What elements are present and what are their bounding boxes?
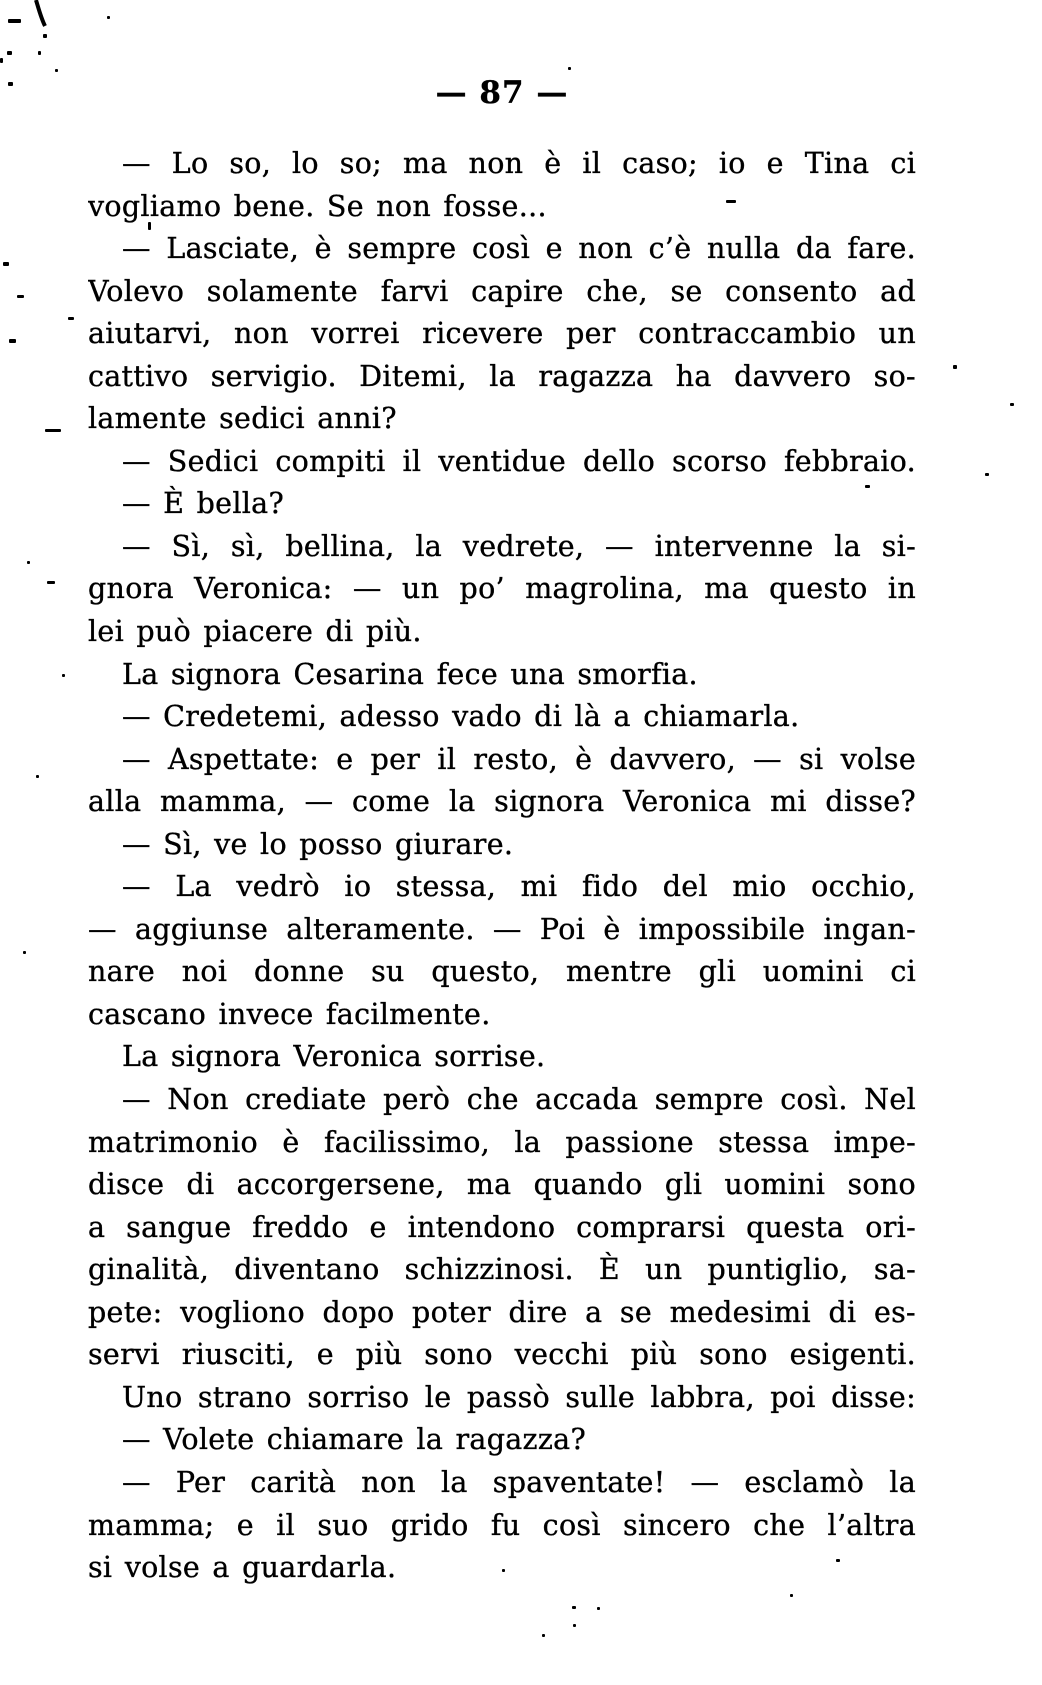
ink-speck bbox=[8, 19, 21, 23]
text-line: disce di accorgersene, ma quando gli uomini sono bbox=[88, 1168, 916, 1202]
text-line: gnora Veronica: — un po’ magrolina, ma questo in bbox=[88, 572, 916, 606]
ink-speck bbox=[17, 295, 24, 298]
ink-speck bbox=[0, 58, 3, 63]
text-line: — Per carità non la spaventate! — esclamò la bbox=[122, 1465, 916, 1499]
ink-speck bbox=[23, 951, 26, 954]
text-line: ginalità, diventano schizzinosi. È un puntiglio, sa- bbox=[88, 1253, 916, 1287]
text-line: Uno strano sorriso le passò sulle labbra, poi disse: bbox=[122, 1380, 916, 1414]
text-line: — Aspettate: e per il resto, è davvero, — si volse bbox=[122, 742, 916, 776]
text-line: servi riusciti, e più sono vecchi più sono esigenti. bbox=[88, 1338, 916, 1372]
text-line: — È bella? bbox=[122, 487, 285, 521]
ink-speck bbox=[62, 674, 65, 677]
text-line: — Sì, sì, bellina, la vedrete, — intervenne la si- bbox=[122, 529, 916, 563]
ink-speck bbox=[568, 67, 571, 70]
ink-speck bbox=[953, 365, 957, 369]
ink-speck bbox=[9, 339, 16, 343]
ink-speck bbox=[43, 34, 47, 38]
text-line: — Sì, ve lo posso giurare. bbox=[122, 827, 514, 861]
text-line: matrimonio è facilissimo, la passione stessa impe- bbox=[88, 1125, 916, 1159]
scan-artifact-curve bbox=[0, 0, 60, 35]
text-line: — Lasciate, è sempre così e non c’è nulla da fare. bbox=[122, 232, 916, 266]
text-line: mamma; e il suo grido fu così sincero che l’altra bbox=[88, 1508, 916, 1542]
text-block bbox=[88, 143, 916, 1590]
ink-speck bbox=[573, 1624, 576, 1627]
text-line: lei può piacere di più. bbox=[88, 615, 422, 649]
text-line: aiutarvi, non vorrei ricevere per contraccambio un bbox=[88, 317, 916, 351]
page-number: — 87 — bbox=[435, 75, 569, 111]
ink-speck bbox=[45, 429, 61, 432]
text-line: a sangue freddo e intendono comprarsi questa ori- bbox=[88, 1210, 916, 1244]
page-header bbox=[88, 72, 916, 114]
text-line: cascano invece facilmente. bbox=[88, 997, 491, 1031]
ink-speck bbox=[1010, 403, 1014, 406]
text-line: alla mamma, — come la signora Veronica mi disse? bbox=[88, 785, 916, 819]
ink-speck bbox=[3, 262, 9, 266]
text-line: — Non crediate però che accada sempre così. Nel bbox=[122, 1083, 916, 1117]
text-line: pete: vogliono dopo poter dire a se medesimi di es- bbox=[88, 1295, 916, 1329]
text-line: — Lo so, lo so; ma non è il caso; io e Tina ci bbox=[122, 147, 916, 180]
text-line: La signora Cesarina fece una smorfia. bbox=[122, 657, 698, 691]
ink-speck bbox=[985, 473, 989, 476]
ink-speck bbox=[790, 1594, 793, 1597]
ink-speck bbox=[47, 581, 55, 584]
ink-speck bbox=[7, 51, 12, 55]
ink-speck bbox=[68, 317, 74, 320]
ink-speck bbox=[572, 1606, 576, 1609]
text-line: — aggiunse alteramente. — Poi è impossibile ingan- bbox=[88, 912, 916, 946]
text-line: nare noi donne su questo, mentre gli uomini ci bbox=[88, 955, 916, 989]
ink-speck bbox=[8, 82, 13, 86]
ink-speck bbox=[542, 1634, 545, 1637]
text-line: — Sedici compiti il ventidue dello scorso febbraio. bbox=[122, 444, 916, 478]
text-line: si volse a guardarla. bbox=[88, 1551, 397, 1585]
text-line: Volevo solamente farvi capire che, se consento ad bbox=[88, 274, 916, 308]
ink-speck bbox=[597, 1607, 600, 1610]
ink-speck bbox=[38, 51, 41, 55]
text-line: La signora Veronica sorrise. bbox=[122, 1040, 546, 1074]
ink-speck bbox=[55, 69, 58, 72]
text-line: vogliamo bene. Se non fosse... bbox=[88, 189, 547, 223]
text-line: lamente sedici anni? bbox=[88, 402, 397, 436]
ink-speck bbox=[107, 16, 110, 19]
text-line: cattivo servigio. Ditemi, la ragazza ha davvero so- bbox=[88, 359, 916, 393]
ink-speck bbox=[36, 775, 39, 778]
text-line: — La vedrò io stessa, mi fido del mio occhio, bbox=[122, 870, 916, 904]
ink-speck bbox=[27, 561, 30, 564]
text-line: — Volete chiamare la ragazza? bbox=[122, 1423, 587, 1457]
text-line: — Credetemi, adesso vado di là a chiamarla. bbox=[122, 700, 800, 734]
